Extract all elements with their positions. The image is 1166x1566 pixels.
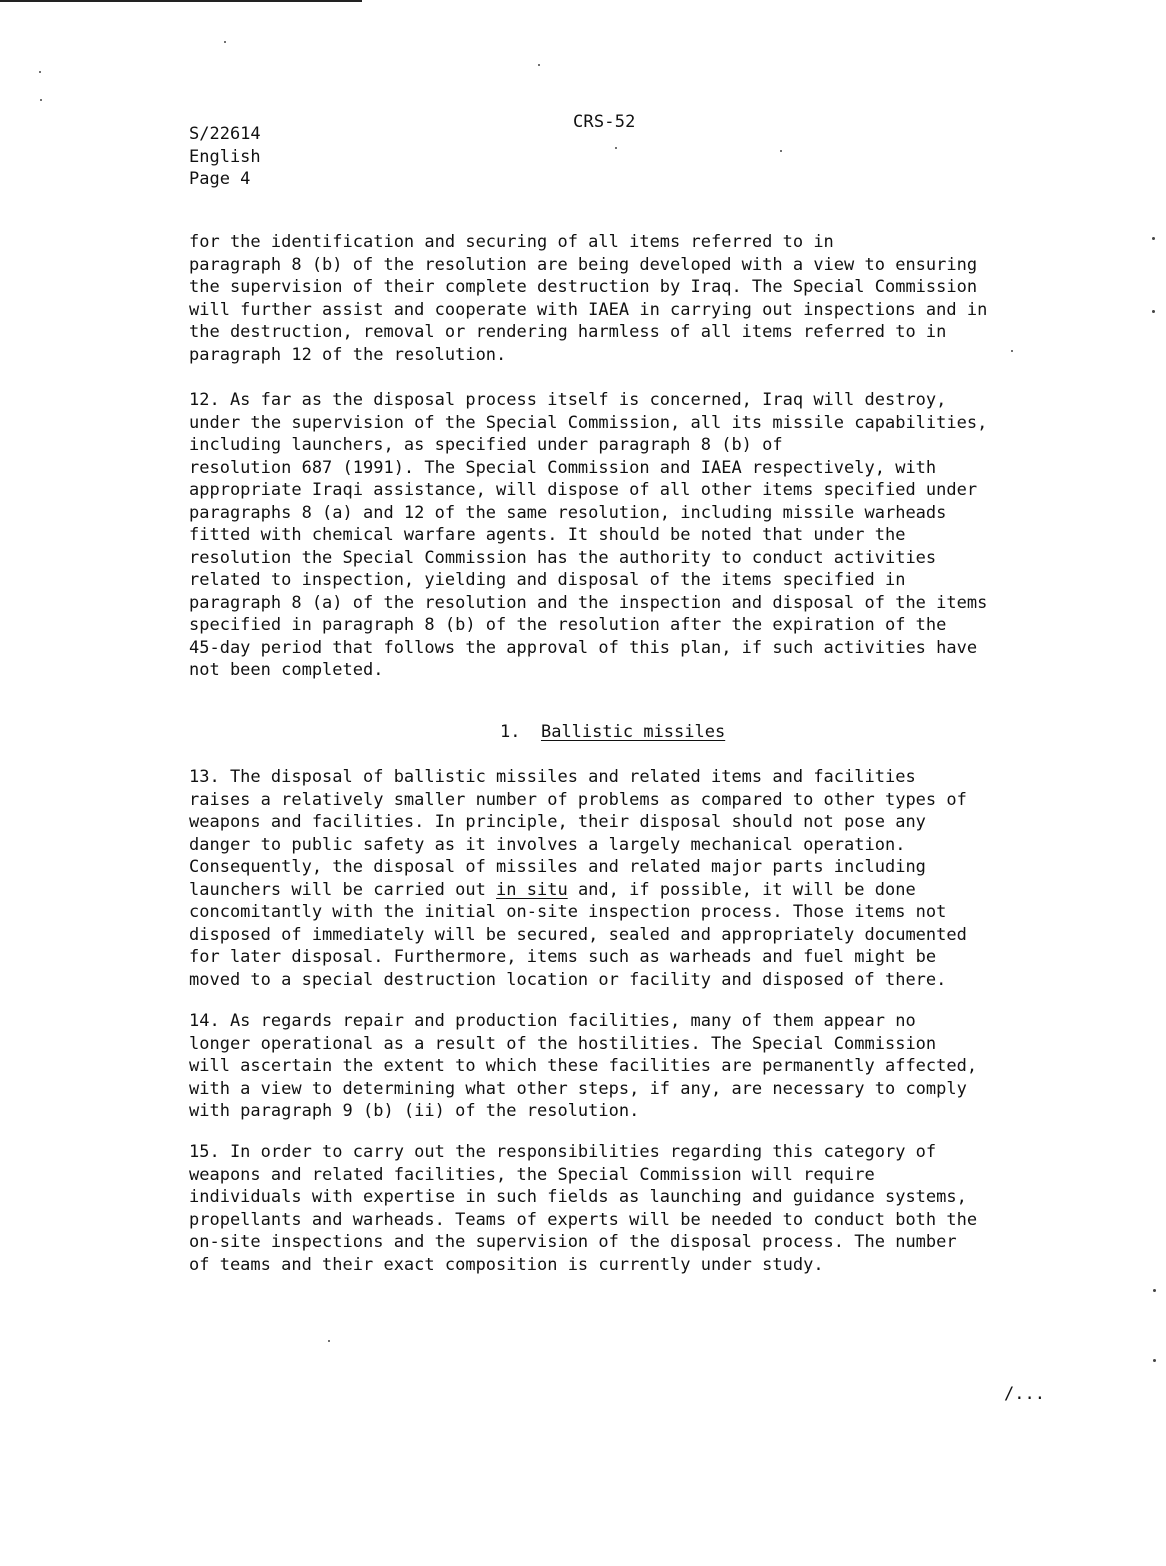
text-line: 14. As regards repair and production facilities, many of them appear no xyxy=(189,1011,916,1031)
text-line: not been completed. xyxy=(189,660,384,680)
top-edge-rule xyxy=(0,0,362,2)
text-fragment: launchers will be carried out xyxy=(189,879,497,900)
text-line: of teams and their exact composition is currently under study. xyxy=(189,1254,824,1275)
text-line: the supervision of their complete destruction by Iraq. The Special Commission xyxy=(189,277,978,297)
document-page: Page 4 xyxy=(189,169,251,189)
text-line: weapons and related facilities, the Special Commission will require xyxy=(189,1164,875,1185)
section-heading xyxy=(500,722,725,742)
paragraph-continuation xyxy=(189,231,987,366)
scan-speck xyxy=(615,147,617,149)
text-line: disposed of immediately will be secured, sealed and appropriately documented xyxy=(189,924,967,945)
paragraph-15 xyxy=(189,1141,977,1276)
crs-page-number: CRS-52 xyxy=(573,112,636,132)
text-line: danger to public safety as it involves a largely mechanical operation. xyxy=(189,834,906,855)
scan-speck xyxy=(780,150,782,152)
text-line: on-site inspections and the supervision of the disposal process. The number xyxy=(189,1232,957,1252)
text-line: 45-day period that follows the approval of this plan, if such activities have xyxy=(189,637,978,658)
text-line: longer operational as a result of the hostilities. The Special Commission xyxy=(189,1033,937,1054)
section-number: 1. xyxy=(500,722,521,742)
scan-speck xyxy=(224,41,226,43)
text-line: including launchers, as specified under paragraph 8 (b) of xyxy=(189,435,783,455)
scan-speck xyxy=(538,64,540,66)
text-line: with paragraph 9 (b) (ii) of the resolution. xyxy=(189,1101,640,1121)
text-line: resolution the Special Commission has the authority to conduct activities xyxy=(189,547,937,568)
text-line: paragraph 8 (a) of the resolution and the inspection and disposal of the items xyxy=(189,592,988,613)
text-line: paragraphs 8 (a) and 12 of the same resolution, including missile warheads xyxy=(189,502,947,523)
text-line: will ascertain the extent to which these facilities are permanently affected, xyxy=(189,1056,978,1076)
scan-speck xyxy=(1152,237,1155,240)
continuation-marker: /... xyxy=(1004,1384,1045,1404)
text-line: will further assist and cooperate with IAEA in carrying out inspections and in xyxy=(189,299,988,320)
text-line: fitted with chemical warfare agents. It should be noted that under the xyxy=(189,525,906,545)
text-line: paragraph 8 (b) of the resolution are being developed with a view to ensuring xyxy=(189,254,978,275)
text-line: specified in paragraph 8 (b) of the resolution after the expiration of the xyxy=(189,615,947,635)
paragraph-12 xyxy=(189,389,987,682)
text-line xyxy=(189,879,967,902)
document-language: English xyxy=(189,146,261,167)
text-line: propellants and warheads. Teams of experts will be needed to conduct both the xyxy=(189,1209,978,1230)
text-line: 13. The disposal of ballistic missiles and related items and facilities xyxy=(189,767,916,787)
text-line: 15. In order to carry out the responsibilities regarding this category of xyxy=(189,1142,937,1162)
scan-speck xyxy=(1011,350,1013,352)
section-title: Ballistic missiles xyxy=(540,722,726,742)
document-symbol: S/22614 xyxy=(189,124,261,144)
text-line: individuals with expertise in such fields as launching and guidance systems, xyxy=(189,1187,967,1207)
paragraph-14 xyxy=(189,1010,977,1123)
text-line: appropriate Iraqi assistance, will dispose of all other items specified under xyxy=(189,480,978,500)
scan-speck xyxy=(39,71,41,73)
text-line: raises a relatively smaller number of problems as compared to other types of xyxy=(189,789,967,810)
text-line: for the identification and securing of all items referred to in xyxy=(189,232,834,252)
scan-speck xyxy=(1153,1359,1156,1362)
text-line: weapons and facilities. In principle, their disposal should not pose any xyxy=(189,812,926,832)
text-line: moved to a special destruction location or facility and disposed of there. xyxy=(189,969,947,990)
text-line: 12. As far as the disposal process itself is concerned, Iraq will destroy, xyxy=(189,390,947,410)
text-line: the destruction, removal or rendering harmless of all items referred to in xyxy=(189,322,947,342)
paragraph-13 xyxy=(189,766,967,991)
text-line: related to inspection, yielding and disposal of the items specified in xyxy=(189,570,906,590)
text-line: Consequently, the disposal of missiles and related major parts including xyxy=(189,857,926,877)
scan-speck xyxy=(328,1340,330,1342)
text-line: resolution 687 (1991). The Special Commission and IAEA respectively, with xyxy=(189,457,937,478)
text-line: paragraph 12 of the resolution. xyxy=(189,344,507,365)
text-fragment: and, if possible, it will be done xyxy=(567,879,916,900)
text-line: under the supervision of the Special Commission, all its missile capabilities, xyxy=(189,412,988,433)
scan-speck xyxy=(1153,1289,1156,1292)
scan-speck xyxy=(40,99,42,101)
text-line: with a view to determining what other steps, if any, are necessary to comply xyxy=(189,1078,967,1099)
text-line: concomitantly with the initial on-site inspection process. Those items not xyxy=(189,902,947,922)
document-header xyxy=(189,123,261,191)
emphasized-term: in situ xyxy=(496,879,568,900)
scan-speck xyxy=(1152,310,1155,313)
text-line: for later disposal. Furthermore, items such as warheads and fuel might be xyxy=(189,947,937,967)
